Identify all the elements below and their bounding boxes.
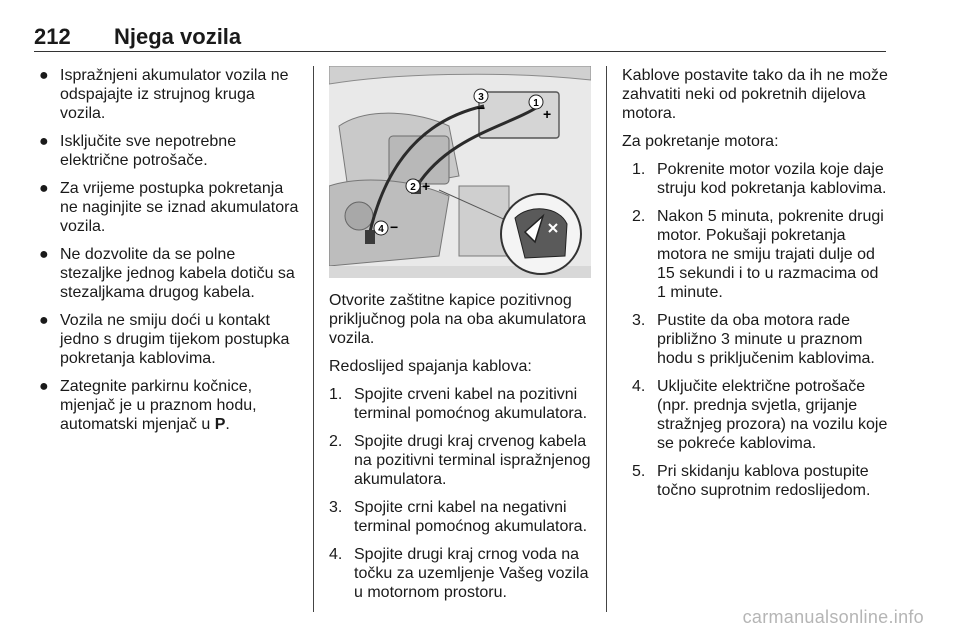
left-column (38, 66, 300, 443)
bullet-text: Ne dozvolite da se polne stezaljke jednog kabela dotiču sa stezaljkama drugog kabela. (60, 246, 295, 301)
step-number: 1. (329, 386, 343, 403)
minus-terminal-3: − (477, 100, 486, 116)
plus-terminal-2: + (422, 178, 431, 194)
list-item (632, 160, 890, 198)
bullet-text-end: . (225, 416, 230, 433)
step-number: 3. (632, 312, 646, 329)
callout-label-2: 2 (410, 182, 416, 193)
step-text: Pustite da oba motora rade približno 3 minute u praznom hodu s priključenim kablovima. (657, 312, 875, 367)
step-number: 2. (329, 433, 343, 450)
list-item (632, 311, 890, 368)
column-divider-right (606, 66, 607, 612)
engine-housing (459, 186, 509, 256)
step-text: Nakon 5 minuta, pokrenite drugi motor. Pokušaji pokretanja motora ne smiju trajati dulje od 15 sekundi i to u razmacima od 1 minute. (657, 208, 884, 301)
callout-label-3: 3 (478, 92, 484, 103)
site-watermark: carmanualsonline.info (742, 607, 924, 627)
engine-bay-drawing (329, 66, 591, 278)
cable-placement-note: Kablove postavite tako da ih ne može zahvatiti neki od pokretnih dijelova motora. (622, 67, 888, 122)
step-number: 5. (632, 463, 646, 480)
list-item (632, 207, 890, 302)
start-engine-title: Za pokretanje motora: (622, 133, 779, 150)
list-item (329, 432, 591, 489)
chapter-title: Njega vozila (114, 24, 242, 49)
bullet-text: Ispražnjeni akumulator vozila ne odspajajte iz strujnog kruga vozila. (60, 67, 289, 122)
step-text: Spojite crni kabel na negativni terminal pomoćnog akumulatora. (354, 499, 588, 535)
bullet-text: Isključite sve nepotrebne električne potrošače. (60, 133, 237, 169)
bullet-icon: ● (39, 67, 49, 84)
list-item (632, 377, 890, 453)
clamp-4 (365, 230, 375, 244)
list-item (38, 66, 300, 123)
step-number: 1. (632, 161, 646, 178)
list-item (38, 311, 300, 368)
step-text: Uključite električne potrošače (npr. prednja svjetla, grijanje stražnjeg prozora) na vozilu koje se pokreće kablovima. (657, 378, 888, 452)
step-text: Spojite crveni kabel na pozitivni terminal pomoćnog akumulatora. (354, 386, 588, 422)
connection-steps (329, 385, 591, 602)
list-item (329, 498, 591, 536)
step-number: 4. (632, 378, 646, 395)
callout-label-4: 4 (378, 224, 384, 235)
list-item (632, 462, 890, 500)
bullet-text: Vozila ne smiju doći u kontakt jedno s drugim tijekom postupka pokretanja kablovima. (60, 312, 290, 367)
list-item (38, 377, 300, 434)
list-item (38, 132, 300, 170)
step-number: 3. (329, 499, 343, 516)
start-engine-steps (632, 160, 890, 500)
terminal-cap (515, 209, 567, 258)
page-number: 212 (34, 24, 71, 49)
bullet-text: Zategnite parkirnu kočnice, mjenjač je u praznom hodu, automatski mjenjač u (60, 378, 257, 433)
right-column (622, 66, 890, 509)
list-item (329, 545, 591, 602)
plus-terminal-1: + (543, 106, 552, 122)
bullet-text: Za vrijeme postupka pokretanja ne naginjite se iznad akumulatora vozila. (60, 180, 299, 235)
list-item (329, 385, 591, 423)
header-rule (34, 51, 886, 52)
gear-position-p: P (214, 416, 226, 433)
bullet-icon: ● (39, 180, 49, 197)
step-number: 2. (632, 208, 646, 225)
step-number: 4. (329, 546, 343, 563)
callout-label-1: 1 (533, 98, 539, 109)
connection-order-title: Redoslijed spajanja kablova: (329, 358, 532, 375)
step-text: Spojite drugi kraj crnog voda na točku za uzemljenje Vašeg vozila u motornom prostoru. (354, 546, 589, 601)
safety-bullet-list (38, 66, 300, 434)
bullet-icon: ● (39, 246, 49, 263)
list-item (38, 179, 300, 236)
list-item (38, 245, 300, 302)
middle-column (329, 291, 591, 611)
cap-instruction: Otvorite zaštitne kapice pozitivnog priključnog pola na oba akumulatora vozila. (329, 292, 587, 347)
step-text: Pri skidanju kablova postupite točno suprotnim redoslijedom. (657, 463, 871, 499)
page-header (34, 18, 886, 52)
jump-start-illustration (329, 66, 591, 278)
minus-terminal-4: − (390, 219, 399, 235)
bullet-icon: ● (39, 312, 49, 329)
bullet-icon: ● (39, 378, 49, 395)
column-divider-left (313, 66, 314, 612)
engine-pulley (345, 202, 373, 230)
step-text: Pokrenite motor vozila koje daje struju kod pokretanja kablovima. (657, 161, 887, 197)
bullet-icon: ● (39, 133, 49, 150)
step-text: Spojite drugi kraj crvenog kabela na pozitivni terminal ispražnjenog akumulatora. (354, 433, 591, 488)
